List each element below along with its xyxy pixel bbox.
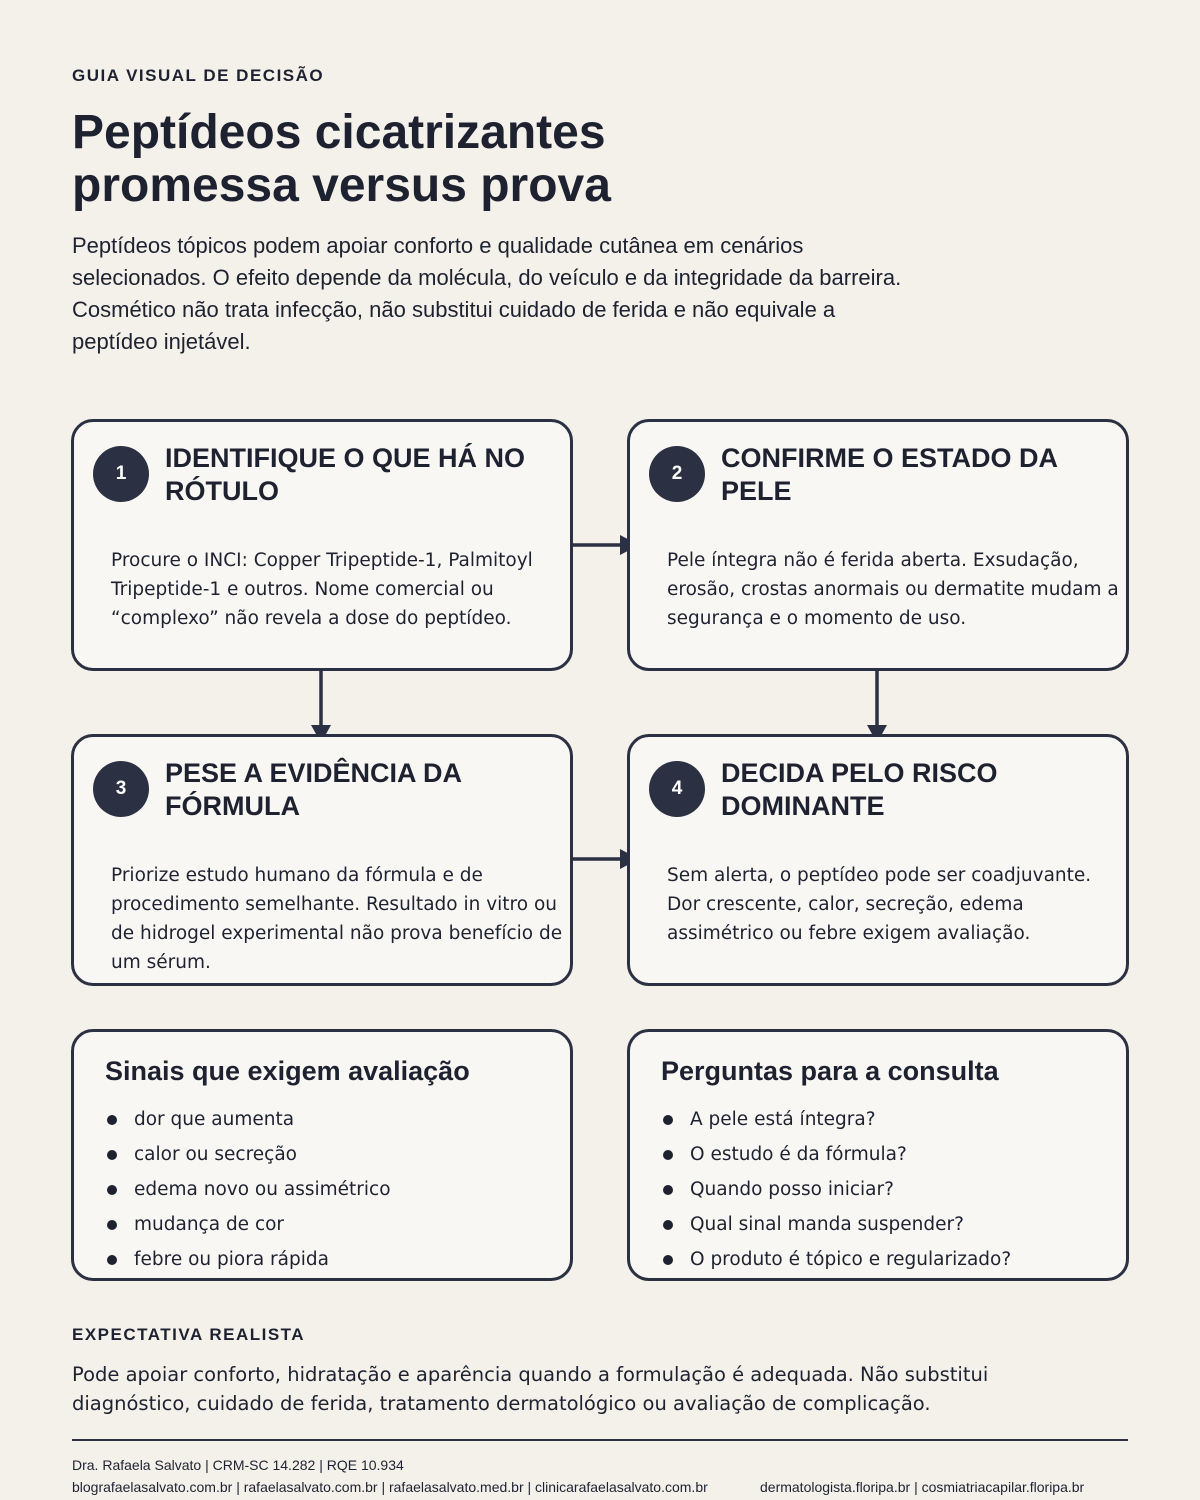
bullet-icon [107, 1150, 117, 1160]
footer-divider [72, 1439, 1128, 1441]
list-item-text: O estudo é da fórmula? [690, 1144, 907, 1165]
list-item [107, 1242, 391, 1277]
list-item [107, 1102, 391, 1137]
list-item-text: edema novo ou assimétrico [134, 1179, 391, 1200]
arrow-2-to-4 [867, 671, 887, 743]
step-title: CONFIRME O ESTADO DA PELE [721, 443, 1057, 506]
step-card-4 [627, 734, 1129, 986]
footer-sites-right: dermatologista.floripa.br | cosmiatriacapilar.floripa.br [760, 1479, 1085, 1495]
list-item [663, 1137, 1011, 1172]
page-title-line-1: Peptídeos cicatrizantes [72, 106, 606, 159]
step-body: Pele íntegra não é ferida aberta. Exsudação, erosão, crostas anormais ou dermatite mudam a segurança e o momento de uso. [667, 550, 1119, 629]
list-item-text: febre ou piora rápida [134, 1249, 329, 1270]
step-card-2 [627, 419, 1129, 671]
list-item-text: Quando posso iniciar? [690, 1179, 894, 1200]
step-card-3 [71, 734, 573, 986]
step-number-badge: 2 [649, 446, 705, 502]
step-body: Sem alerta, o peptídeo pode ser coadjuvante. Dor crescente, calor, secreção, edema assimétrico ou febre exigem avaliação. [667, 865, 1092, 944]
bullet-icon [663, 1255, 673, 1265]
warning-signs-list [107, 1102, 391, 1277]
list-item [663, 1207, 1011, 1242]
eyebrow-label: GUIA VISUAL DE DECISÃO [72, 66, 325, 85]
questions-list [663, 1102, 1011, 1277]
step-body: Priorize estudo humano da fórmula e de procedimento semelhante. Resultado in vitro ou de hidrogel experimental não prova benefício de um sérum. [111, 865, 563, 973]
step-number-badge: 3 [93, 761, 149, 817]
footer-credentials: Dra. Rafaela Salvato | CRM-SC 14.282 | RQE 10.934 [72, 1457, 404, 1473]
step-title: IDENTIFIQUE O QUE HÁ NO RÓTULO [165, 443, 526, 506]
bullet-icon [107, 1220, 117, 1230]
bullet-icon [663, 1150, 673, 1160]
step-number-badge: 1 [93, 446, 149, 502]
bullet-icon [107, 1115, 117, 1125]
bullet-icon [663, 1220, 673, 1230]
expectation-text: Pode apoiar conforto, hidratação e aparência quando a formulação é adequada. Não substitui diagnóstico, cuidado de ferida, tratamento dermatológico ou avaliação de complicação. [72, 1363, 989, 1415]
bullet-icon [663, 1185, 673, 1195]
list-item-text: Qual sinal manda suspender? [690, 1214, 964, 1235]
list-item-text: mudança de cor [134, 1214, 285, 1235]
expectation-label: EXPECTATIVA REALISTA [72, 1325, 306, 1344]
list-item [663, 1242, 1011, 1277]
bullet-icon [107, 1185, 117, 1195]
arrow-1-to-3 [311, 671, 331, 743]
intro-paragraph: Peptídeos tópicos podem apoiar conforto e qualidade cutânea em cenários selecionados. O efeito depende da molécula, do veículo e da integridade da barreira. Cosmético não trata infecção, não substitui cuidado de ferida e não equivale a peptídeo injetável. [72, 233, 902, 354]
step-number-badge: 4 [649, 761, 705, 817]
warning-signs-title: Sinais que exigem avaliação [105, 1056, 470, 1086]
list-item [663, 1102, 1011, 1137]
footer-sites-left: blografaelasalvato.com.br | rafaelasalvato.com.br | rafaelasalvato.med.br | clinicarafaelasalvato.com.br [72, 1479, 708, 1495]
list-item-text: calor ou secreção [134, 1144, 297, 1165]
step-body: Procure o INCI: Copper Tripeptide-1, Palmitoyl Tripeptide-1 e outros. Nome comercial ou “complexo” não revela a dose do peptídeo. [111, 550, 533, 629]
list-item [663, 1172, 1011, 1207]
list-item [107, 1137, 391, 1172]
bullet-icon [663, 1115, 673, 1125]
warning-signs-card [71, 1029, 573, 1281]
bullet-icon [107, 1255, 117, 1265]
questions-card [627, 1029, 1129, 1281]
questions-title: Perguntas para a consulta [661, 1056, 999, 1086]
page-title [72, 106, 892, 212]
step-title: PESE A EVIDÊNCIA DA FÓRMULA [165, 758, 462, 821]
list-item-text: O produto é tópico e regularizado? [690, 1249, 1012, 1270]
list-item [107, 1172, 391, 1207]
step-title: DECIDA PELO RISCO DOMINANTE [721, 758, 998, 821]
list-item-text: dor que aumenta [134, 1109, 295, 1130]
list-item [107, 1207, 391, 1242]
list-item-text: A pele está íntegra? [690, 1109, 876, 1130]
page-title-line-2: promessa versus prova [72, 159, 611, 212]
step-card-1 [71, 419, 573, 671]
